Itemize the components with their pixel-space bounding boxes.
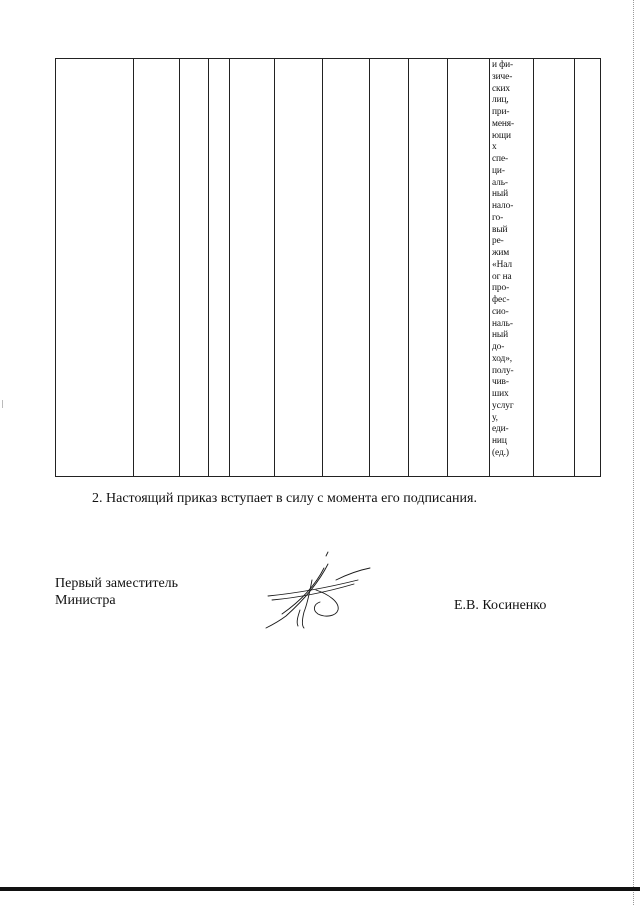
table-cell — [323, 59, 370, 477]
category-cell-text: и фи- зиче- ских лиц, при- меня- ющи х спе- ци- аль- ный нало- го- вый ре- жим «Нал ог на про- фес- сио- наль- ный до- ход», полу- чив- ших услуг у, еди- ниц (ед.) — [492, 60, 515, 458]
table-cell — [534, 59, 575, 477]
table-cell — [370, 59, 409, 477]
signatory-position — [55, 575, 178, 609]
scan-bottom-border — [0, 887, 640, 891]
position-line-1: Первый заместитель — [55, 576, 179, 591]
table-cell — [448, 59, 490, 477]
data-table — [55, 58, 601, 477]
table-cell — [209, 59, 230, 477]
table-row — [56, 59, 601, 477]
table-cell-category — [490, 59, 534, 477]
table-cell — [134, 59, 180, 477]
position-line-2: Министра — [55, 593, 116, 608]
table-cell — [56, 59, 134, 477]
scan-artifact — [2, 400, 3, 408]
page-edge — [633, 0, 635, 905]
table-cell — [230, 59, 275, 477]
table-cell — [180, 59, 209, 477]
table-cell — [575, 59, 601, 477]
table-cell — [275, 59, 323, 477]
clause-paragraph: 2. Настоящий приказ вступает в силу с момента его подписания. — [92, 491, 477, 506]
table-cell — [409, 59, 448, 477]
signatory-name: Е.В. Косиненко — [454, 598, 547, 613]
handwritten-signature — [258, 550, 373, 630]
